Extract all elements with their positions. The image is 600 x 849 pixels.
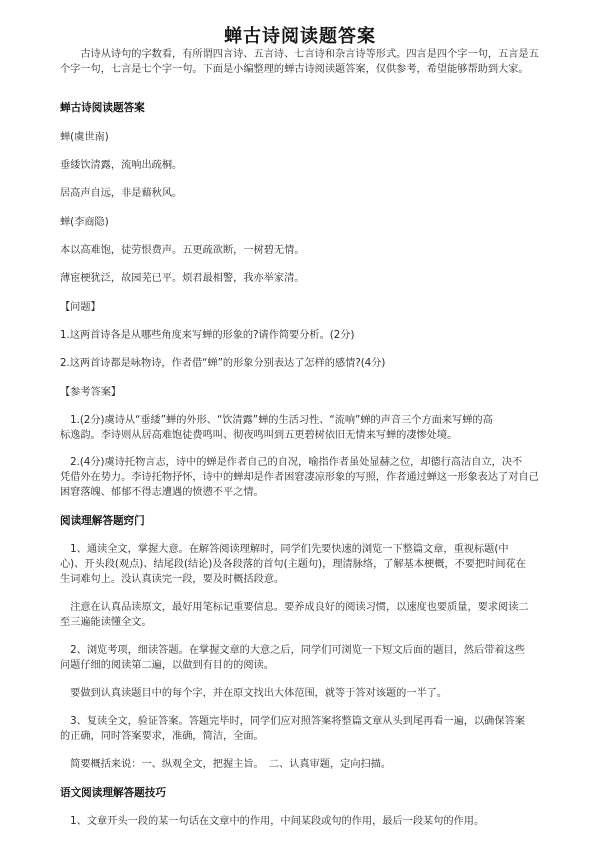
tips-paragraph-line: 简要概括来说：一、纵观全文，把握主旨。 二、认真审题，定向扫描。: [60, 759, 392, 770]
section-heading-techniques: 语文阅读理解答题技巧: [60, 787, 166, 799]
tips-paragraph-line: 问题仔细的阅读第二遍，以做到有目的的阅读。: [60, 660, 274, 671]
questions-label: 【问题】: [60, 302, 101, 313]
question-item: 1.这两首诗各是从哪些角度来写蝉的形象的?请作简要分析。(2分): [60, 330, 355, 341]
section-heading-tips: 阅读理解答题窍门: [60, 515, 145, 527]
tips-paragraph-line: 3、复读全文，验证答案。答题完毕时，同学们应对照答案将整篇文章从头到尾再看一遍，以确保答案: [60, 716, 525, 727]
poem2-line: 薄宦梗犹泛，故园芜已平。烦君最相警，我亦举家清。: [60, 273, 305, 284]
answer2-line: 凭借外在势力。李诗托物抒怀，诗中的蝉却是作者困窘凄凉形象的写照，作者通过蝉这一形象表达了对自己: [60, 472, 539, 483]
poem1-line: 居高声自远，非是藉秋风。: [60, 188, 183, 199]
section-heading-answers: 蝉古诗阅读题答案: [60, 102, 145, 114]
answer2-line: 困窘落魄、郁郁不得志遭遇的愤懑不平之情。: [60, 487, 264, 498]
question-item: 2.这两首诗都是咏物诗，作者借“蝉”的形象分别表达了怎样的感情?(4分): [60, 358, 386, 369]
answer1-line: 1.(2分)虞诗从“垂緌”蝉的外形、“饮清露”蝉的生活习性、“流响”蝉的声音三个方面来写蝉的高: [60, 415, 493, 426]
poem2-line: 本以高难饱，徒劳恨费声。五更疏欲断，一树碧无情。: [60, 245, 305, 256]
poem2-author: 蝉(李商隐): [60, 217, 109, 228]
intro-line: 个字一句，七言是七个字一句。下面是小编整理的蝉古诗阅读题答案，仅供参考，希望能够帮助到大家。: [60, 64, 529, 75]
answer2-line: 2.(4分)虞诗托物言志，诗中的蝉是作者自己的自况，喻指作者虽处显赫之位，却德行高洁自立，决不: [60, 457, 523, 468]
techniques-paragraph-line: 1、文章开头一段的某一句话在文章中的作用，中间某段或句的作用，最后一段某句的作用。: [60, 816, 485, 827]
tips-paragraph-line: 1、通读全文，掌握大意。在解答阅读理解时，同学们先要快速的浏览一下整篇文章，重视标题(中: [60, 544, 509, 555]
tips-paragraph-line: 生词难句上。没认真读完一段，要及时概括段意。: [60, 574, 285, 585]
answers-label: 【参考答案】: [60, 387, 122, 398]
tips-paragraph-line: 注意在认真品读原文，最好用笔标记重要信息。要养成良好的阅读习惯，以速度也要质量，要求阅读二: [60, 602, 529, 613]
page-title: 蝉古诗阅读题答案: [224, 26, 376, 47]
tips-paragraph-line: 至三遍能读懂全文。: [60, 617, 152, 628]
poem1-line: 垂緌饮清露，流响出疏桐。: [60, 160, 183, 171]
tips-paragraph-line: 心)、开头段(观点)、结尾段(结论)及各段落的首句(主题句)，理清脉络，了解基本梗概，不要把时间花在: [60, 559, 526, 570]
poem1-author: 蝉(虞世南): [60, 132, 109, 143]
tips-paragraph-line: 要做到认真读题目中的每个字，并在原文找出大体范围，就等于答对该题的一半了。: [60, 688, 448, 699]
tips-paragraph-line: 的正确，同时答案要求，准确，简洁，全面。: [60, 731, 264, 742]
intro-line: 古诗从诗句的字数看，有所谓四言诗、五言诗、七言诗和杂言诗等形式。四言是四个字一句，五言是五: [60, 49, 539, 60]
tips-paragraph-line: 2、浏览考项，细读答题。在掌握文章的大意之后，同学们可浏览一下短文后面的题目，然后带着这些: [60, 645, 525, 656]
answer1-line: 标逸韵。李诗则从居高难饱徒费鸣叫、彻夜鸣叫到五更碧树依旧无情来写蝉的凄惨处境。: [60, 430, 458, 441]
